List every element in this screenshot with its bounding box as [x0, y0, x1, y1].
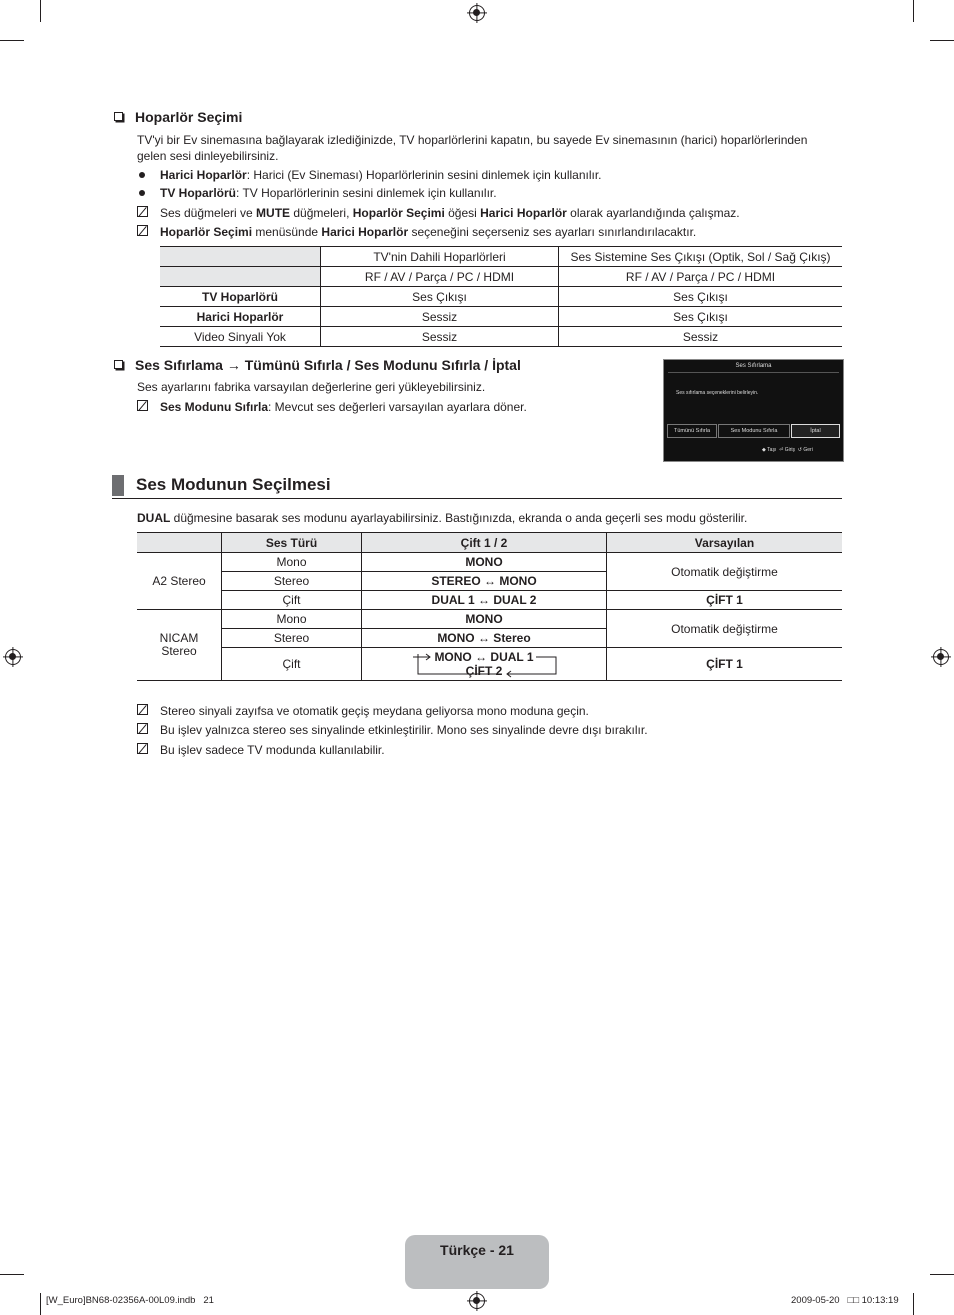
row-label: TV Hoparlörü	[160, 287, 321, 307]
table-cell: Ses Çıkışı	[559, 307, 843, 327]
table-cell: Mono	[222, 610, 362, 629]
table-row	[160, 287, 842, 307]
bullet-bold: TV Hoparlörü	[160, 186, 237, 200]
table-row	[160, 327, 842, 347]
table-header: Ses Türü	[222, 533, 362, 553]
bullet-bold: Harici Hoparlör	[160, 168, 247, 182]
osd-footer	[762, 447, 813, 453]
table-header: Ses Sistemine Ses Çıkışı (Optik, Sol / Sağ Çıkış)	[559, 247, 843, 267]
bullet-dot-icon	[139, 172, 145, 178]
note-text: Bu işlev sadece TV modunda kullanılabilir.	[160, 743, 385, 757]
table-cell: MONO	[362, 553, 607, 572]
file-info: [W_Euro]BN68-02356A-00L09.indb 21	[46, 1295, 214, 1306]
table-cell: Otomatik değiştirme	[607, 553, 843, 591]
cycle-top: MONO ↔ DUAL 1	[434, 650, 534, 664]
reset-heading-text: Ses Sıfırlama → Tümünü Sıfırla / Ses Modunu Sıfırla / İptal	[135, 357, 521, 373]
row-label: Video Sinyali Yok	[160, 327, 321, 347]
cycle-cell	[362, 648, 607, 681]
table-subheader: RF / AV / Parça / PC / HDMI	[559, 267, 843, 287]
table-cell: ÇİFT 1	[607, 648, 843, 681]
table-header: Varsayılan	[607, 533, 843, 553]
note-icon	[137, 743, 148, 754]
section-title: Ses Modunun Seçilmesi	[136, 475, 331, 494]
registration-mark-icon	[469, 5, 485, 21]
crop-mark	[930, 1274, 954, 1275]
speaker-table	[160, 246, 842, 347]
cycle-arrow-icon	[412, 650, 558, 678]
reset-sound-mode-button[interactable]: Ses Modunu Sıfırla	[718, 424, 790, 438]
table-cell: Çift	[222, 648, 362, 681]
bullet-text: : TV Hoparlörlerinin sesini dinlemek için kullanılır.	[236, 186, 497, 200]
osd-footer-return: Geri	[803, 447, 813, 453]
table-header: Çift 1 / 2	[362, 533, 607, 553]
osd-footer-move: Taşı	[767, 447, 777, 453]
bullet-text: : Harici (Ev Sineması) Hoparlörlerinin sesini dinlemek için kullanılır.	[246, 168, 602, 182]
registration-mark-icon	[469, 1293, 485, 1309]
note-text: Bu işlev yalnızca stereo ses sinyalinde etkinleştirilir. Mono ses sinyalinde devre dışı bırakılır.	[160, 723, 648, 737]
mode-intro: DUAL düğmesine basarak ses modunu ayarlayabilirsiniz. Bastığınızda, ekranda o anda geçerli ses modu gösterilir.	[137, 511, 748, 525]
group-label: A2 Stereo	[137, 553, 222, 610]
move-icon: ◆	[762, 447, 766, 453]
table-cell: MONO ↔ Stereo	[362, 629, 607, 648]
registration-mark-icon	[933, 649, 949, 665]
osd-title: Ses Sıfırlama	[735, 363, 772, 369]
group-label-line: NICAM	[159, 631, 199, 645]
table-cell: Stereo	[222, 629, 362, 648]
speaker-heading-text: Hoparlör Seçimi	[135, 109, 243, 125]
bullet-dot-icon	[139, 190, 145, 196]
osd-divider	[668, 372, 839, 373]
crop-mark	[0, 40, 24, 41]
reset-text: Ses ayarlarını fabrika varsayılan değerlerine geri yükleyebilirsiniz.	[137, 380, 486, 394]
table-cell: Ses Çıkışı	[321, 287, 559, 307]
crop-mark	[40, 1293, 41, 1315]
return-icon: ↺	[797, 447, 802, 453]
table-cell: MONO	[362, 610, 607, 629]
table-subheader: RF / AV / Parça / PC / HDMI	[321, 267, 559, 287]
table-corner	[160, 267, 321, 287]
cycle-bottom: ÇİFT 2	[465, 664, 503, 678]
table-row	[160, 307, 842, 327]
crop-mark	[0, 1274, 24, 1275]
speaker-intro: TV'yi bir Ev sinemasına bağlayarak izlediğinizde, TV hoparlörlerini kapatın, bu sayede Ev sinemasının (harici) hoparlörlerinden gelen sesi dinleyebilirsiniz.	[137, 133, 808, 163]
table-cell: Sessiz	[559, 327, 843, 347]
section-rule	[112, 498, 842, 499]
table-cell: ÇİFT 1	[607, 591, 843, 610]
speaker-heading	[114, 109, 242, 125]
osd-footer-enter: Giriş	[784, 447, 795, 453]
table-row	[137, 610, 842, 629]
table-row	[137, 648, 842, 681]
print-datetime: 2009-05-20 □□ 10:13:19	[791, 1295, 899, 1306]
table-cell: Stereo	[222, 572, 362, 591]
crop-mark	[930, 40, 954, 41]
table-row	[137, 591, 842, 610]
enter-icon: ⏎	[779, 447, 784, 453]
note-icon	[137, 225, 148, 236]
table-cell: Otomatik değiştirme	[607, 610, 843, 648]
osd-message: Ses sıfırlama seçeneklerini belirleyin.	[676, 390, 759, 396]
note-icon	[137, 704, 148, 715]
table-cell: Sessiz	[321, 307, 559, 327]
cancel-button[interactable]: İptal	[791, 424, 840, 438]
table-cell: Çift	[222, 591, 362, 610]
table-cell: STEREO ↔ MONO	[362, 572, 607, 591]
crop-mark	[40, 0, 41, 22]
crop-mark	[913, 0, 914, 22]
table-corner	[137, 533, 222, 553]
reset-heading	[114, 357, 521, 373]
page-label: Türkçe - 21	[440, 1242, 514, 1258]
note-icon	[137, 723, 148, 734]
mode-table	[137, 532, 842, 681]
reset-all-button[interactable]: Tümünü Sıfırla	[667, 424, 717, 438]
table-cell: Sessiz	[321, 327, 559, 347]
table-cell: DUAL 1 ↔ DUAL 2	[362, 591, 607, 610]
section-bar	[112, 475, 124, 496]
table-corner	[160, 247, 321, 267]
note-icon	[137, 206, 148, 217]
table-cell: Ses Çıkışı	[559, 287, 843, 307]
row-label: Harici Hoparlör	[160, 307, 321, 327]
group-label	[137, 610, 222, 681]
crop-mark	[913, 1293, 914, 1315]
group-label-line: Stereo	[161, 644, 197, 658]
note-icon	[137, 400, 148, 411]
osd-screenshot	[663, 359, 844, 462]
note-text: Stereo sinyali zayıfsa ve otomatik geçiş meydana geliyorsa mono moduna geçin.	[160, 704, 589, 718]
table-cell: Mono	[222, 553, 362, 572]
registration-mark-icon	[5, 649, 21, 665]
checkbox-square-icon	[114, 112, 123, 121]
checkbox-square-icon	[114, 360, 123, 369]
table-row	[137, 553, 842, 572]
table-header: TV'nin Dahili Hoparlörleri	[321, 247, 559, 267]
